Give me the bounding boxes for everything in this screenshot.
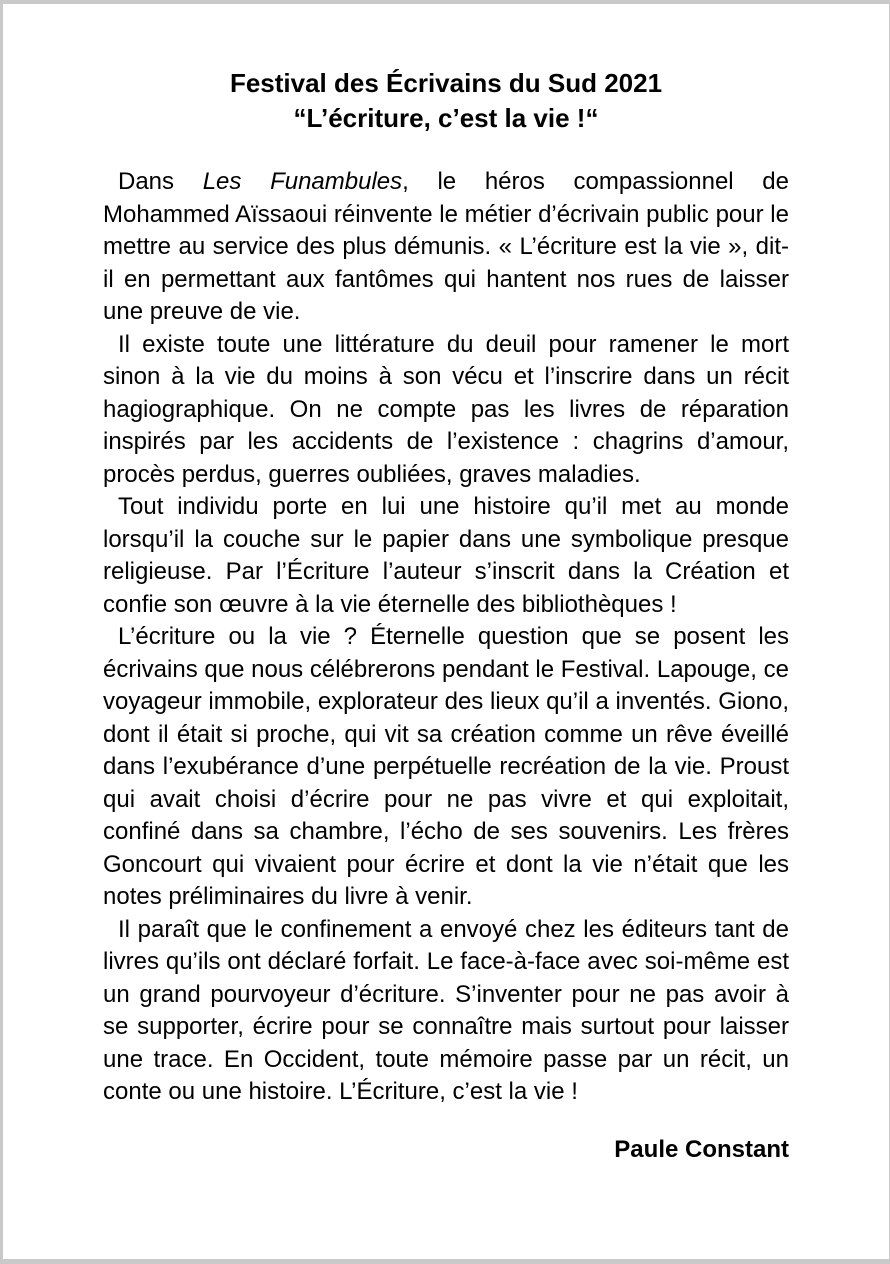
- paragraph-1-lead: Dans: [118, 168, 203, 195]
- book-title-les-funambules: Les Funambules: [202, 168, 403, 195]
- page-content: [3, 4, 889, 1166]
- paragraph-4: L’écriture ou la vie ? Éternelle question que se posent les écrivains que nous célébrerons pendant le Festival. Lapouge, ce voyageur immobile, explorateur des lieux qu’il a inventés. Giono, dont il était si proche, qui vit sa création comme un rêve éveillé dans l’exubérance d’une perpétuelle recréation de la vie. Proust qui avait choisi d’écrire pour ne pas vivre et qui exploitait, confiné dans sa chambre, l’écho de ses souvenirs. Les frères Goncourt qui vivaient pour écrire et dont la vie n’était que les notes préliminaires du livre à venir.: [103, 623, 789, 910]
- paragraph-2: Il existe toute une littérature du deuil pour ramener le mort sinon à la vie du moins à son vécu et l’inscrire dans un récit hagiographique. On ne compte pas les livres de réparation inspirés par les accidents de l’existence : chagrins d’amour, procès perdus, guerres oubliées, graves maladies.: [103, 330, 789, 488]
- signature: Paule Constant: [614, 1135, 789, 1163]
- paragraph-5: Il paraît que le confinement a envoyé chez les éditeurs tant de livres qu’ils ont déclaré forfait. Le face-à-face avec soi-même est un grand pourvoyeur d’écriture. S’inventer pour ne pas avoir à se supporter, écrire pour se connaître mais surtout pour laisser une trace. En Occident, toute mémoire passe par un récit, un conte ou une histoire. L’Écriture, c’est la vie !: [103, 915, 789, 1105]
- paragraph-1-rest: , le héros compassionnel de Mohammed Aïssaoui réinvente le métier d’écrivain public pour le mettre au service des plus démunis. « L’écriture est la vie », dit-il en permettant aux fantômes qui hantent nos rues de laisser une preuve de vie.: [103, 168, 789, 325]
- document-title: [103, 66, 789, 136]
- paragraph-3: Tout individu porte en lui une histoire qu’il met au monde lorsqu’il la couche sur le papier dans une symbolique presque religieuse. Par l’Écriture l’auteur s’inscrit dans la Création et confie son œuvre à la vie éternelle des bibliothèques !: [103, 493, 789, 618]
- title-line-2: “L’écriture, c’est la vie !“: [293, 103, 599, 133]
- title-line-1: Festival des Écrivains du Sud 2021: [229, 68, 663, 98]
- paper-sheet: [3, 4, 889, 1259]
- paragraph-1: [103, 166, 789, 329]
- body-text: [103, 166, 789, 1109]
